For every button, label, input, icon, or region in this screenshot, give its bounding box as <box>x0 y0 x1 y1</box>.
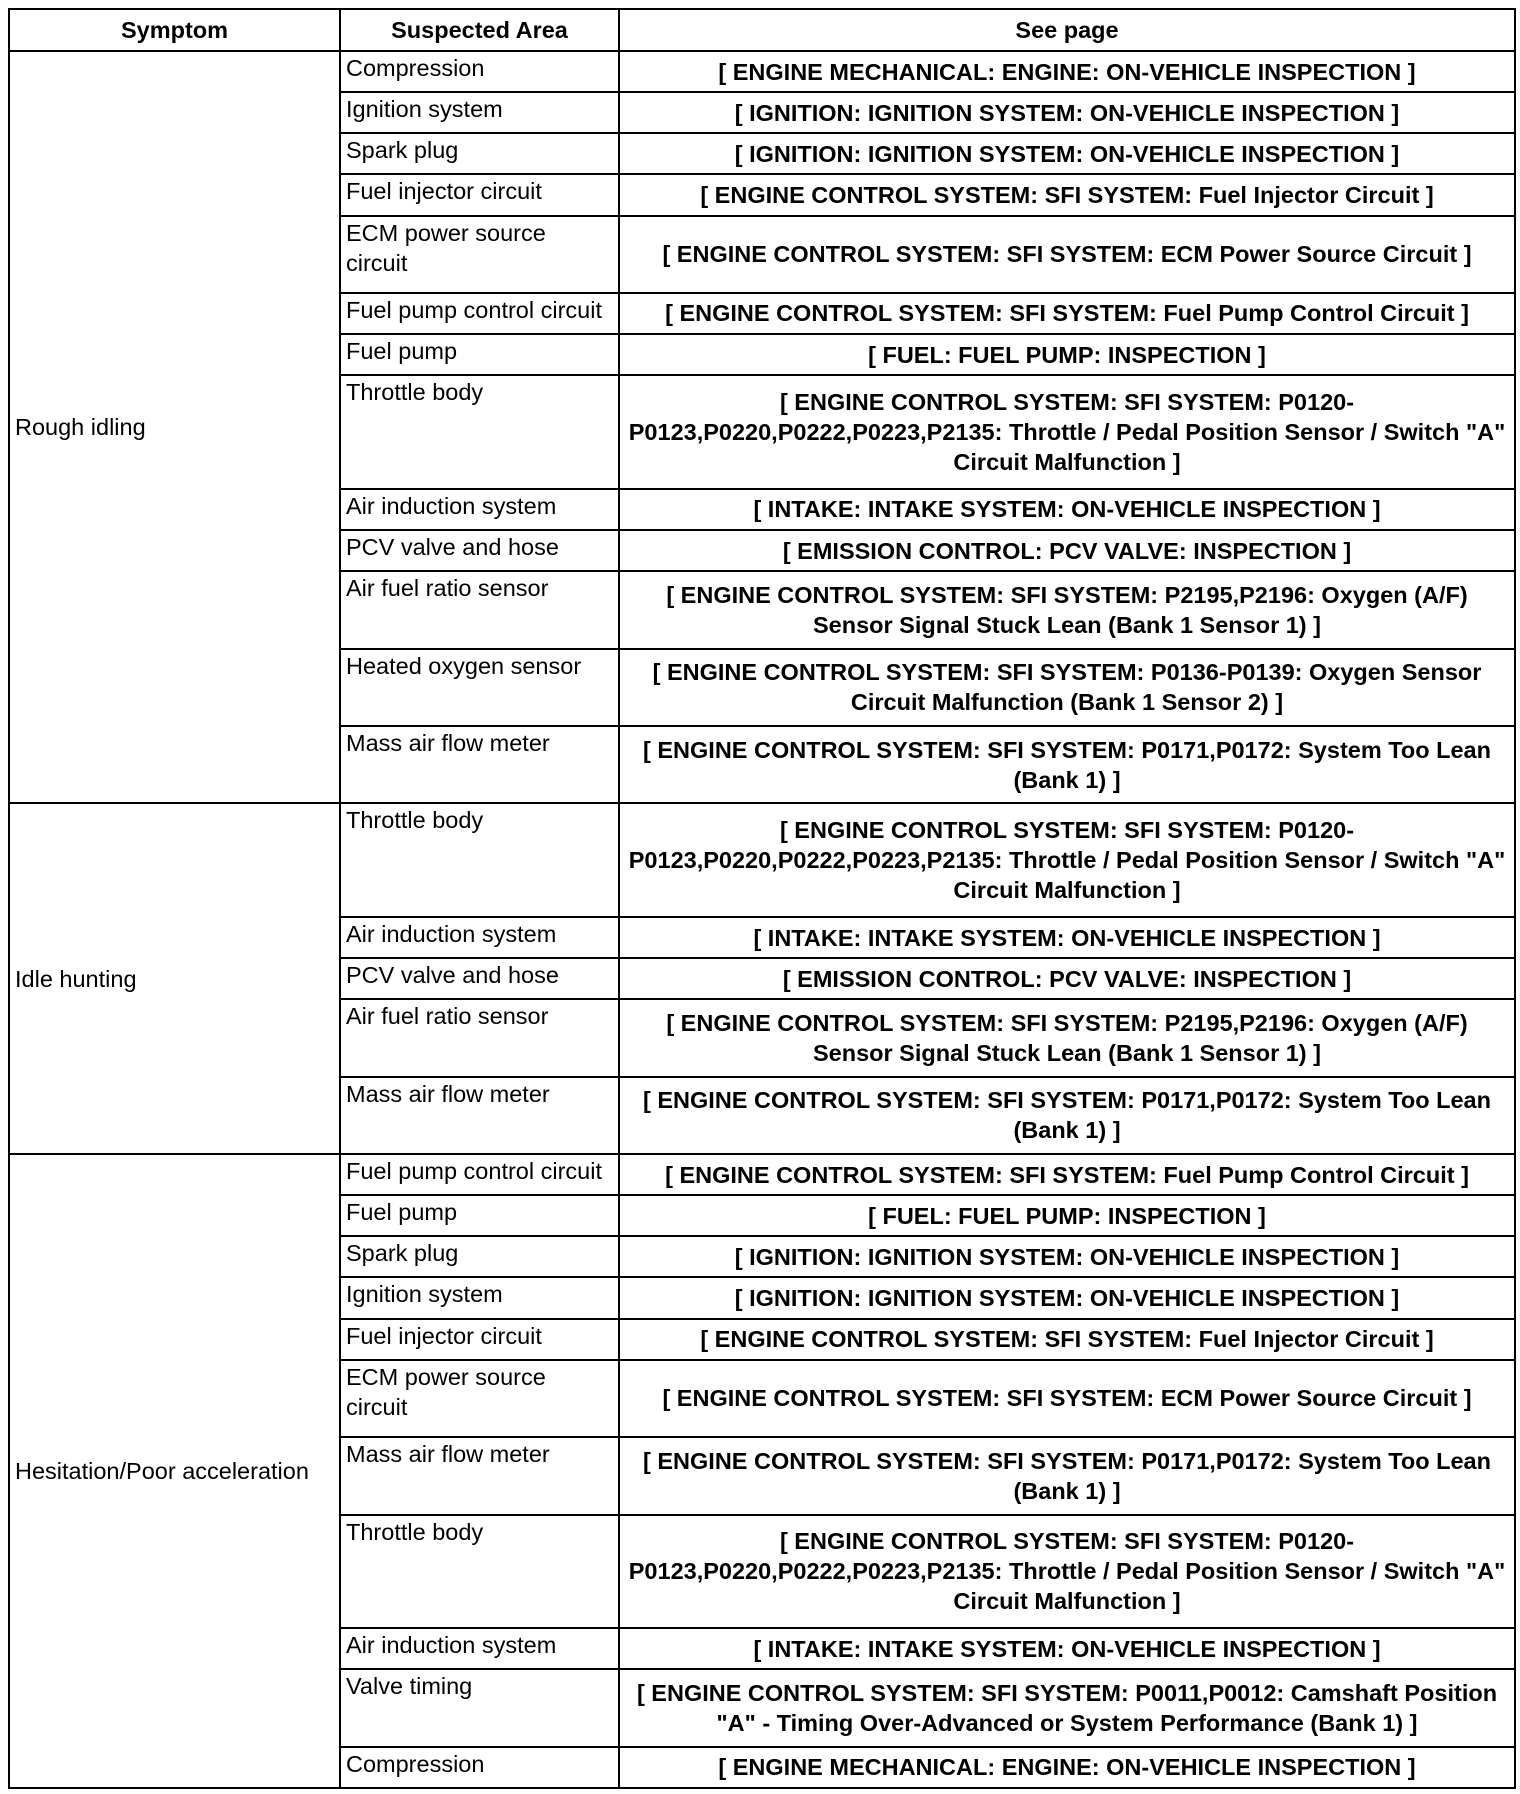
suspected-area-cell: Compression <box>340 51 619 92</box>
see-page-link[interactable]: [ ENGINE CONTROL SYSTEM: SFI SYSTEM: P0136-P0139: Oxygen Sensor Circuit Malfunction (Bank 1 Sensor 2) ] <box>619 649 1515 726</box>
see-page-link[interactable]: [ ENGINE CONTROL SYSTEM: SFI SYSTEM: P0171,P0172: System Too Lean (Bank 1) ] <box>619 1077 1515 1154</box>
suspected-area-cell: Compression <box>340 1747 619 1788</box>
suspected-area-cell: Air induction system <box>340 1628 619 1669</box>
suspected-area-cell: PCV valve and hose <box>340 530 619 571</box>
see-page-link[interactable]: [ ENGINE CONTROL SYSTEM: SFI SYSTEM: Fuel Pump Control Circuit ] <box>619 293 1515 334</box>
suspected-area-cell: Heated oxygen sensor <box>340 649 619 726</box>
suspected-area-cell: ECM power source circuit <box>340 216 619 293</box>
see-page-link[interactable]: [ EMISSION CONTROL: PCV VALVE: INSPECTION ] <box>619 530 1515 571</box>
suspected-area-cell: Throttle body <box>340 375 619 489</box>
suspected-area-cell: Mass air flow meter <box>340 726 619 803</box>
see-page-link[interactable]: [ ENGINE CONTROL SYSTEM: SFI SYSTEM: P0120-P0123,P0220,P0222,P0223,P2135: Throttle / Pedal Position Sensor / Switch "A" Circuit Malfunction ] <box>619 803 1515 917</box>
suspected-area-cell: Air induction system <box>340 917 619 958</box>
see-page-link[interactable]: [ ENGINE CONTROL SYSTEM: SFI SYSTEM: Fuel Injector Circuit ] <box>619 174 1515 215</box>
see-page-link[interactable]: [ FUEL: FUEL PUMP: INSPECTION ] <box>619 334 1515 375</box>
suspected-area-cell: Air fuel ratio sensor <box>340 999 619 1076</box>
suspected-area-cell: Mass air flow meter <box>340 1077 619 1154</box>
see-page-link[interactable]: [ ENGINE CONTROL SYSTEM: SFI SYSTEM: P0171,P0172: System Too Lean (Bank 1) ] <box>619 1437 1515 1514</box>
symptom-cell: Idle hunting <box>9 803 340 1154</box>
suspected-area-cell: ECM power source circuit <box>340 1360 619 1437</box>
suspected-area-cell: Fuel pump <box>340 1195 619 1236</box>
header-see-page: See page <box>619 9 1515 51</box>
see-page-link[interactable]: [ ENGINE CONTROL SYSTEM: SFI SYSTEM: P0120-P0123,P0220,P0222,P0223,P2135: Throttle / Pedal Position Sensor / Switch "A" Circuit Malfunction ] <box>619 1515 1515 1629</box>
suspected-area-cell: Ignition system <box>340 92 619 133</box>
table-row <box>9 51 1515 92</box>
suspected-area-cell: Fuel injector circuit <box>340 1319 619 1360</box>
see-page-link[interactable]: [ FUEL: FUEL PUMP: INSPECTION ] <box>619 1195 1515 1236</box>
suspected-area-cell: Air induction system <box>340 489 619 530</box>
suspected-area-cell: Fuel pump <box>340 334 619 375</box>
see-page-link[interactable]: [ ENGINE CONTROL SYSTEM: SFI SYSTEM: P2195,P2196: Oxygen (A/F) Sensor Signal Stuck Lean (Bank 1 Sensor 1) ] <box>619 999 1515 1076</box>
see-page-link[interactable]: [ IGNITION: IGNITION SYSTEM: ON-VEHICLE INSPECTION ] <box>619 1236 1515 1277</box>
suspected-area-cell: Fuel injector circuit <box>340 174 619 215</box>
table-row <box>9 803 1515 917</box>
suspected-area-cell: Spark plug <box>340 1236 619 1277</box>
symptom-cell: Rough idling <box>9 51 340 803</box>
suspected-area-cell: PCV valve and hose <box>340 958 619 999</box>
suspected-area-cell: Spark plug <box>340 133 619 174</box>
table-row <box>9 1154 1515 1195</box>
header-symptom: Symptom <box>9 9 340 51</box>
see-page-link[interactable]: [ ENGINE CONTROL SYSTEM: SFI SYSTEM: ECM Power Source Circuit ] <box>619 216 1515 293</box>
suspected-area-cell: Ignition system <box>340 1277 619 1318</box>
table-body <box>9 51 1515 1788</box>
see-page-link[interactable]: [ INTAKE: INTAKE SYSTEM: ON-VEHICLE INSPECTION ] <box>619 489 1515 530</box>
suspected-area-cell: Fuel pump control circuit <box>340 293 619 334</box>
see-page-link[interactable]: [ ENGINE CONTROL SYSTEM: SFI SYSTEM: Fuel Injector Circuit ] <box>619 1319 1515 1360</box>
suspected-area-cell: Air fuel ratio sensor <box>340 571 619 648</box>
see-page-link[interactable]: [ IGNITION: IGNITION SYSTEM: ON-VEHICLE INSPECTION ] <box>619 133 1515 174</box>
see-page-link[interactable]: [ ENGINE CONTROL SYSTEM: SFI SYSTEM: P0171,P0172: System Too Lean (Bank 1) ] <box>619 726 1515 803</box>
header-row <box>9 9 1515 51</box>
header-suspected-area: Suspected Area <box>340 9 619 51</box>
suspected-area-cell: Mass air flow meter <box>340 1437 619 1514</box>
symptom-table <box>8 8 1516 1789</box>
see-page-link[interactable]: [ ENGINE CONTROL SYSTEM: SFI SYSTEM: P0120-P0123,P0220,P0222,P0223,P2135: Throttle / Pedal Position Sensor / Switch "A" Circuit Malfunction ] <box>619 375 1515 489</box>
see-page-link[interactable]: [ ENGINE CONTROL SYSTEM: SFI SYSTEM: P2195,P2196: Oxygen (A/F) Sensor Signal Stuck Lean (Bank 1 Sensor 1) ] <box>619 571 1515 648</box>
suspected-area-cell: Valve timing <box>340 1669 619 1746</box>
see-page-link[interactable]: [ INTAKE: INTAKE SYSTEM: ON-VEHICLE INSPECTION ] <box>619 1628 1515 1669</box>
see-page-link[interactable]: [ INTAKE: INTAKE SYSTEM: ON-VEHICLE INSPECTION ] <box>619 917 1515 958</box>
see-page-link[interactable]: [ IGNITION: IGNITION SYSTEM: ON-VEHICLE INSPECTION ] <box>619 92 1515 133</box>
see-page-link[interactable]: [ ENGINE CONTROL SYSTEM: SFI SYSTEM: P0011,P0012: Camshaft Position "A" - Timing Over-Advanced or System Performance (Bank 1) ] <box>619 1669 1515 1746</box>
see-page-link[interactable]: [ EMISSION CONTROL: PCV VALVE: INSPECTION ] <box>619 958 1515 999</box>
see-page-link[interactable]: [ ENGINE CONTROL SYSTEM: SFI SYSTEM: ECM Power Source Circuit ] <box>619 1360 1515 1437</box>
suspected-area-cell: Throttle body <box>340 803 619 917</box>
suspected-area-cell: Throttle body <box>340 1515 619 1629</box>
suspected-area-cell: Fuel pump control circuit <box>340 1154 619 1195</box>
see-page-link[interactable]: [ ENGINE MECHANICAL: ENGINE: ON-VEHICLE INSPECTION ] <box>619 51 1515 92</box>
see-page-link[interactable]: [ IGNITION: IGNITION SYSTEM: ON-VEHICLE INSPECTION ] <box>619 1277 1515 1318</box>
see-page-link[interactable]: [ ENGINE MECHANICAL: ENGINE: ON-VEHICLE INSPECTION ] <box>619 1747 1515 1788</box>
symptom-cell: Hesitation/Poor acceleration <box>9 1154 340 1788</box>
see-page-link[interactable]: [ ENGINE CONTROL SYSTEM: SFI SYSTEM: Fuel Pump Control Circuit ] <box>619 1154 1515 1195</box>
